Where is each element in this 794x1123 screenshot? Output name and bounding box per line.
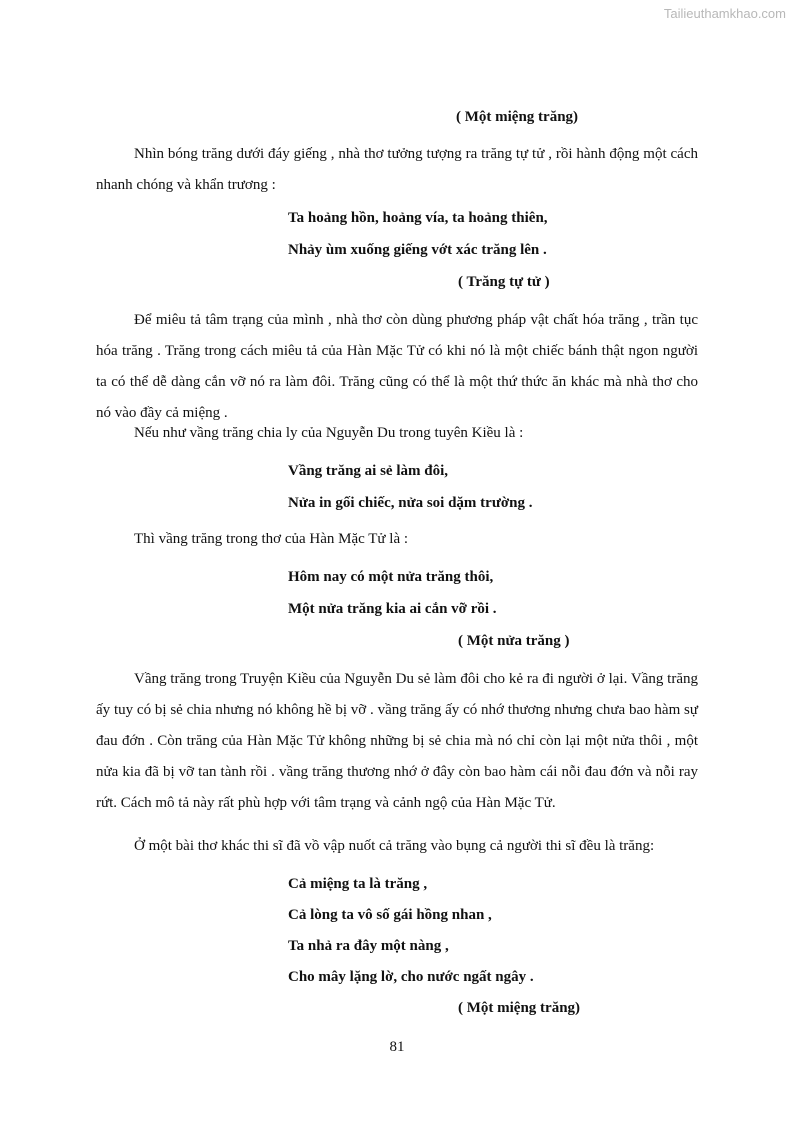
verse-line-10: Cho mây lặng lờ, cho nước ngất ngây . xyxy=(288,969,534,985)
citation-mot-mieng-trang: ( Một miệng trăng) xyxy=(456,109,579,125)
citation-mot-mieng-trang-2: ( Một miệng trăng) xyxy=(458,1000,581,1016)
verse-line-3: Vầng trăng ai sẻ làm đôi, xyxy=(288,463,449,479)
verse-line-6: Một nửa trăng kia ai cắn vỡ rồi . xyxy=(288,601,497,617)
paragraph-6 xyxy=(96,831,698,862)
paragraph-2-text: Để miêu tả tâm trạng của mình , nhà thơ còn dùng phương pháp vật chất hóa trăng , trần tục hóa trăng . Trăng trong cách miêu tả của Hàn Mặc Tử có khi nó là một chiếc bánh thật ngon người ta có thể dễ dàng cắn vỡ nó ra làm đôi. Trăng cũng có thể là một thứ thức ăn khác mà nhà thơ cho nó vào đầy cả miệng . xyxy=(96,312,698,421)
verse-line-1: Ta hoảng hồn, hoảng vía, ta hoảng thiên, xyxy=(288,210,548,226)
paragraph-1 xyxy=(96,139,698,201)
watermark: Tailieuthamkhao.com xyxy=(663,6,786,21)
verse-line-7: Cả miệng ta là trăng , xyxy=(288,876,428,892)
citation-trang-tu-tu: ( Trăng tự tử ) xyxy=(458,274,550,290)
verse-line-5: Hôm nay có một nửa trăng thôi, xyxy=(288,569,494,585)
page-number: 81 xyxy=(389,1039,405,1055)
paragraph-4 xyxy=(96,524,698,555)
paragraph-4-text: Thì vầng trăng trong thơ của Hàn Mặc Tử là : xyxy=(134,531,409,547)
paragraph-2 xyxy=(96,305,698,429)
paragraph-1-text: Nhìn bóng trăng dưới đáy giếng , nhà thơ tưởng tượng ra trăng tự tử , rồi hành động một cách nhanh chóng và khẩn trương : xyxy=(96,146,698,193)
paragraph-5 xyxy=(96,664,698,819)
paragraph-3 xyxy=(96,418,698,449)
paragraph-6-text: Ở một bài thơ khác thi sĩ đã vồ vập nuốt cả trăng vào bụng cả người thi sĩ đều là trăng: xyxy=(134,838,655,854)
paragraph-3-text: Nếu như vầng trăng chia ly của Nguyễn Du trong tuyên Kiều là : xyxy=(134,425,524,441)
citation-mot-nua-trang: ( Một nửa trăng ) xyxy=(458,633,570,649)
verse-line-9: Ta nhả ra đây một nàng , xyxy=(288,938,449,954)
paragraph-5-text: Vầng trăng trong Truyện Kiều của Nguyễn Du sẻ làm đôi cho kẻ ra đi người ở lại. Vầng trăng ấy tuy có bị sẻ chia nhưng nó không hề bị vỡ . vầng trăng ấy có nhớ thương nhưng chưa bao hàm sự đau đớn . Còn trăng của Hàn Mặc Tử không những bị sẻ chia mà nó chỉ còn lại một nửa thôi , một nửa kia đã bị vỡ tan tành rồi . vầng trăng thương nhớ ở đây còn bao hàm cái nỗi đau đớn và nỗi ray rứt. Cách mô tả này rất phù hợp với tâm trạng và cảnh ngộ của Hàn Mặc Tử. xyxy=(96,671,698,811)
verse-line-4: Nửa in gối chiếc, nửa soi dặm trường . xyxy=(288,495,533,511)
verse-line-8: Cả lòng ta vô số gái hồng nhan , xyxy=(288,907,492,923)
verse-line-2: Nhảy ùm xuống giếng vớt xác trăng lên . xyxy=(288,242,547,258)
